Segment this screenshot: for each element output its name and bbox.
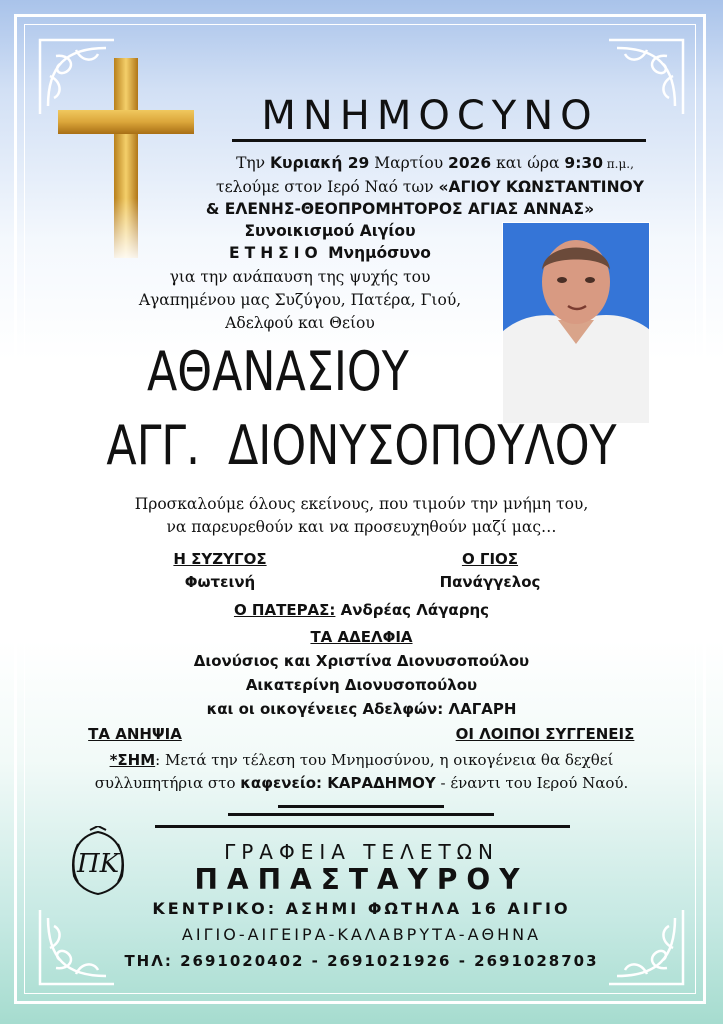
announcement-line-2: τελούμε στον Ιερό Ναό των «ΑΓΙΟΥ ΚΩΝΣΤΑΝΤΙΝΟΥ (216, 178, 644, 196)
siblings-label: ΤΑ ΑΔΕΛΦΙΑ (310, 628, 413, 646)
announcement-line-7: Αγαπημένου μας Συζύγου, Πατέρα, Γιού, (138, 291, 462, 309)
agency-offices: ΓΡΑΦΕΙΑ ΤΕΛΕΤΩΝ (224, 840, 499, 864)
divider-long (155, 825, 570, 828)
son-label: Ο ΓΙΟΣ (461, 550, 519, 568)
announcement-line-1: Την Κυριακή 29 Μαρτίου 2026 και ώρα 9:30 π.μ., (236, 154, 634, 172)
siblings-line-3: και οι οικογένειες Αδελφών: ΛΑΓΑΡΗ (206, 700, 517, 718)
divider-short (278, 805, 444, 808)
page-title: ΜΝΗΜΟCΥΝΟ (261, 93, 599, 139)
deceased-surname: ΔΙΟΝΥΣΟΠΟΥΛΟΥ (227, 414, 617, 477)
note-line-2: συλλυπητήρια στο καφενείο: ΚΑΡΑΔΗΜΟΥ - έναντι του Ιερού Ναού. (94, 774, 629, 792)
agency-name: ΠΑΠΑΣΤΑΥΡΟΥ (194, 863, 529, 896)
agency-address: ΚΕΝΤΡΙΚΟ: ΑΣΗΜΙ ΦΩΤΗΛΑ 16 ΑΙΓΙΟ (152, 899, 571, 918)
siblings-line-2: Αικατερίνη Διονυσοπούλου (245, 676, 478, 694)
divider-medium (228, 813, 494, 816)
father-line: Ο ΠΑΤΕΡΑΣ: Ανδρέας Λάγαρης (233, 601, 490, 619)
agency-phones: ΤΗΛ: 2691020402 - 2691021926 - 2691028703 (124, 952, 599, 970)
memorial-type: ΕΤΗΣΙΟ Μνημόσυνο (229, 244, 431, 262)
church-name: & ΕΛΕΝΗΣ-ΘΕΟΠΡΟΜΗΤΟΡΟΣ ΑΓΙΑΣ ΑΝΝΑΣ» (205, 200, 595, 218)
nephews-label: ΤΑ ΑΝΗΨΙΑ (88, 725, 182, 743)
corner-ornament-bottom-left (36, 906, 118, 988)
announcement-line-6: για την ανάπαυση της ψυχής του (169, 268, 431, 286)
deceased-first-name: ΑΘΑΝΑΣΙΟΥ (147, 340, 409, 403)
deceased-surname-line (81, 414, 641, 477)
invitation-line-1: Προσκαλούμε όλους εκείνους, που τιμούν την μνήμη του, (134, 495, 589, 513)
other-relatives-label: ΟΙ ΛΟΙΠΟΙ ΣΥΓΓΕΝΕΙΣ (455, 725, 635, 743)
corner-ornament-bottom-right (605, 906, 687, 988)
announcement-line-8: Αδελφού και Θείου (225, 314, 375, 332)
title-underline (232, 139, 646, 142)
siblings-line-1: Διονύσιος και Χριστίνα Διονυσοπούλου (193, 652, 530, 670)
wife-label: Η ΣΥΖΥΓΟΣ (173, 550, 267, 568)
portrait-photo (502, 222, 650, 424)
agency-branches: ΑΙΓΙΟ-ΑΙΓΕΙΡΑ-ΚΑΛΑΒΡΥΤΑ-ΑΘΗΝΑ (181, 925, 542, 944)
invitation-line-2: να παρευρεθούν και να προσευχηθούν μαζί μας… (166, 518, 557, 536)
agency-logo-letters: ΠΚ (76, 849, 120, 879)
father-initials: ΑΓΓ. (106, 414, 201, 477)
note-line-1: *ΣΗΜ: Μετά την τέλεση του Μνημοσύνου, η οικογένεια θα δεχθεί (109, 751, 614, 769)
son-name: Πανάγγελος (439, 573, 541, 591)
wife-name: Φωτεινή (184, 573, 256, 591)
neighborhood: Συνοικισμού Αιγίου (244, 222, 416, 240)
